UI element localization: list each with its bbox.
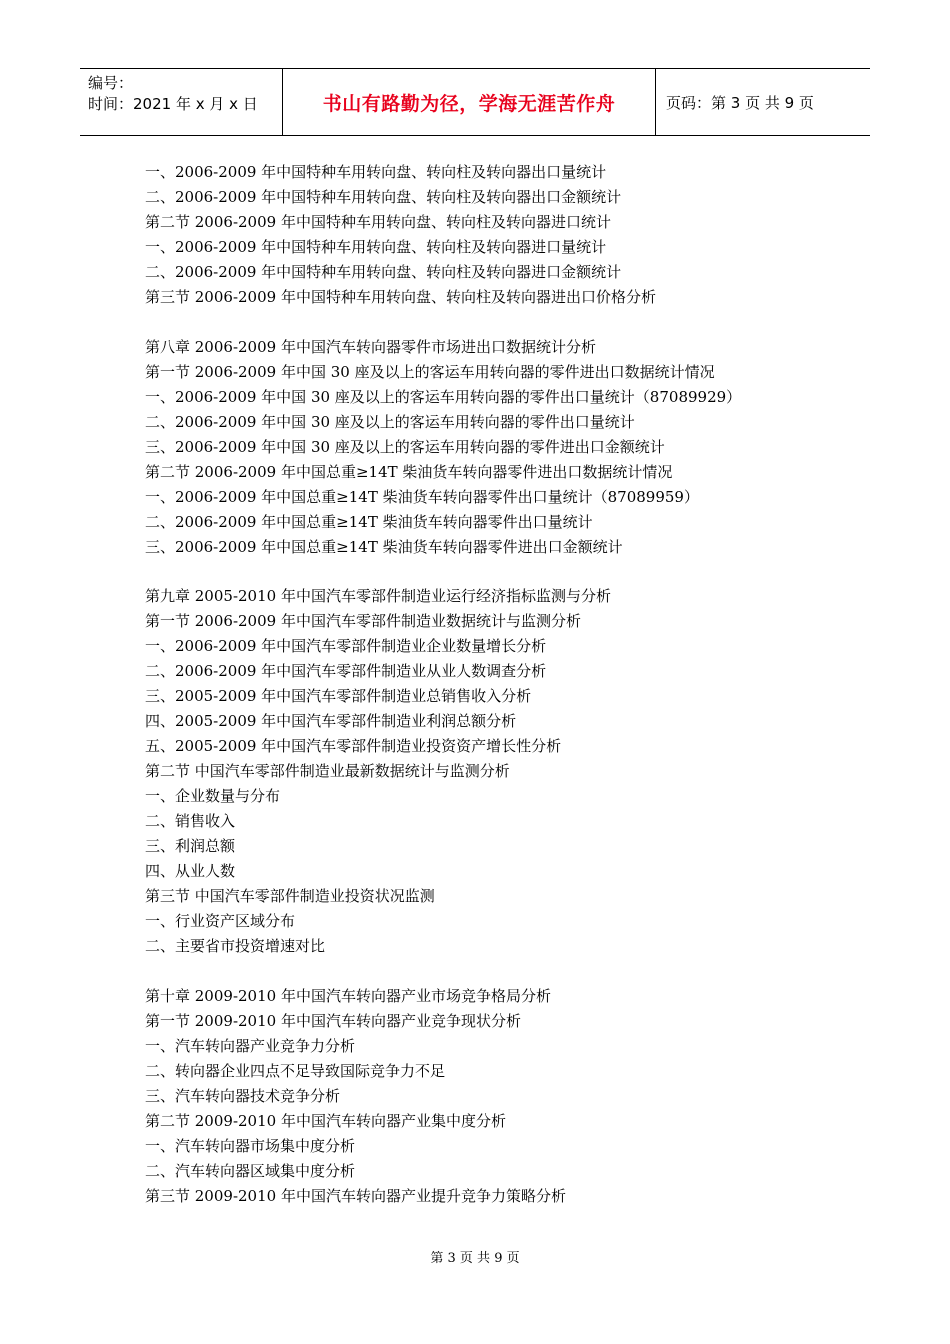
toc-entry: 二、主要省市投资增速对比 — [145, 937, 326, 955]
toc-entry: 四、从业人数 — [145, 862, 236, 880]
block-spacer — [145, 560, 845, 585]
toc-entry: 一、企业数量与分布 — [145, 787, 281, 805]
toc-entry: 五、2005-2009 年中国汽车零部件制造业投资资产增长性分析 — [145, 737, 562, 755]
page-header — [80, 68, 870, 136]
toc-entry: 第十章 2009-2010 年中国汽车转向器产业市场竞争格局分析 — [145, 986, 551, 1005]
toc-entry: 三、2005-2009 年中国汽车零部件制造业总销售收入分析 — [145, 687, 532, 705]
toc-entry: 三、2006-2009 年中国总重≥14T 柴油货车转向器零件进出口金额统计 — [145, 537, 623, 556]
toc-entry: 一、2006-2009 年中国汽车零部件制造业企业数量增长分析 — [145, 637, 547, 655]
toc-entry: 三、利润总额 — [145, 837, 236, 855]
toc-entry: 三、汽车转向器技术竞争分析 — [145, 1086, 341, 1105]
toc-entry: 一、2006-2009 年中国总重≥14T 柴油货车转向器零件出口量统计（87089959） — [145, 487, 699, 506]
toc-entry: 二、汽车转向器区域集中度分析 — [145, 1161, 356, 1180]
toc-entry: 三、2006-2009 年中国 30 座及以上的客运车用转向器的零件进出口金额统计 — [145, 437, 665, 456]
toc-entry: 第一节 2006-2009 年中国汽车零部件制造业数据统计与监测分析 — [145, 612, 581, 630]
toc-entry: 第一节 2006-2009 年中国 30 座及以上的客运车用转向器的零件进出口数据统计情况 — [145, 362, 715, 381]
header-meta — [80, 69, 282, 135]
table-of-contents — [145, 160, 845, 1209]
date-label: 时间：2021 年 x 月 x 日 — [88, 95, 258, 113]
toc-entry: 四、2005-2009 年中国汽车零部件制造业利润总额分析 — [145, 712, 517, 730]
toc-entry: 二、转向器企业四点不足导致国际竞争力不足 — [145, 1061, 446, 1080]
block-spacer — [145, 959, 845, 984]
toc-entry: 第二节 2006-2009 年中国特种车用转向盘、转向柱及转向器进口统计 — [145, 213, 611, 231]
toc-entry: 第二节 2006-2009 年中国总重≥14T 柴油货车转向器零件进出口数据统计情况 — [145, 462, 673, 481]
toc-entry: 第二节 中国汽车零部件制造业最新数据统计与监测分析 — [145, 762, 510, 780]
toc-entry: 一、汽车转向器产业竞争力分析 — [145, 1036, 356, 1055]
block-spacer — [145, 310, 845, 335]
page-footer: 第 3 页 共 9 页 — [430, 1251, 520, 1266]
toc-entry: 第三节 中国汽车零部件制造业投资状况监测 — [145, 887, 435, 905]
toc-entry: 二、2006-2009 年中国特种车用转向盘、转向柱及转向器出口金额统计 — [145, 188, 622, 206]
serial-number-label: 编号： — [88, 74, 134, 92]
toc-entry: 第三节 2006-2009 年中国特种车用转向盘、转向柱及转向器进出口价格分析 — [145, 288, 656, 306]
toc-entry: 二、销售收入 — [145, 812, 236, 830]
header-motto: 书山有路勤为径，学海无涯苦作舟 — [282, 69, 656, 135]
toc-entry: 一、2006-2009 年中国 30 座及以上的客运车用转向器的零件出口量统计（87089929） — [145, 387, 742, 406]
toc-entry: 二、2006-2009 年中国总重≥14T 柴油货车转向器零件出口量统计 — [145, 512, 593, 531]
toc-entry: 第三节 2009-2010 年中国汽车转向器产业提升竞争力策略分析 — [145, 1186, 566, 1205]
toc-entry: 二、2006-2009 年中国 30 座及以上的客运车用转向器的零件出口量统计 — [145, 412, 635, 431]
toc-entry: 一、2006-2009 年中国特种车用转向盘、转向柱及转向器进口量统计 — [145, 238, 607, 256]
toc-entry: 一、2006-2009 年中国特种车用转向盘、转向柱及转向器出口量统计 — [145, 163, 607, 181]
toc-entry: 一、汽车转向器市场集中度分析 — [145, 1136, 356, 1155]
toc-entry: 第二节 2009-2010 年中国汽车转向器产业集中度分析 — [145, 1111, 506, 1130]
toc-entry: 二、2006-2009 年中国特种车用转向盘、转向柱及转向器进口金额统计 — [145, 263, 622, 281]
toc-entry: 第八章 2006-2009 年中国汽车转向器零件市场进出口数据统计分析 — [145, 337, 596, 356]
header-page-number: 页码：第 3 页 共 9 页 — [666, 93, 814, 112]
toc-entry: 第九章 2005-2010 年中国汽车零部件制造业运行经济指标监测与分析 — [145, 587, 611, 605]
toc-entry: 二、2006-2009 年中国汽车零部件制造业从业人数调查分析 — [145, 662, 547, 680]
toc-entry: 第一节 2009-2010 年中国汽车转向器产业竞争现状分析 — [145, 1011, 521, 1030]
toc-entry: 一、行业资产区域分布 — [145, 912, 296, 930]
